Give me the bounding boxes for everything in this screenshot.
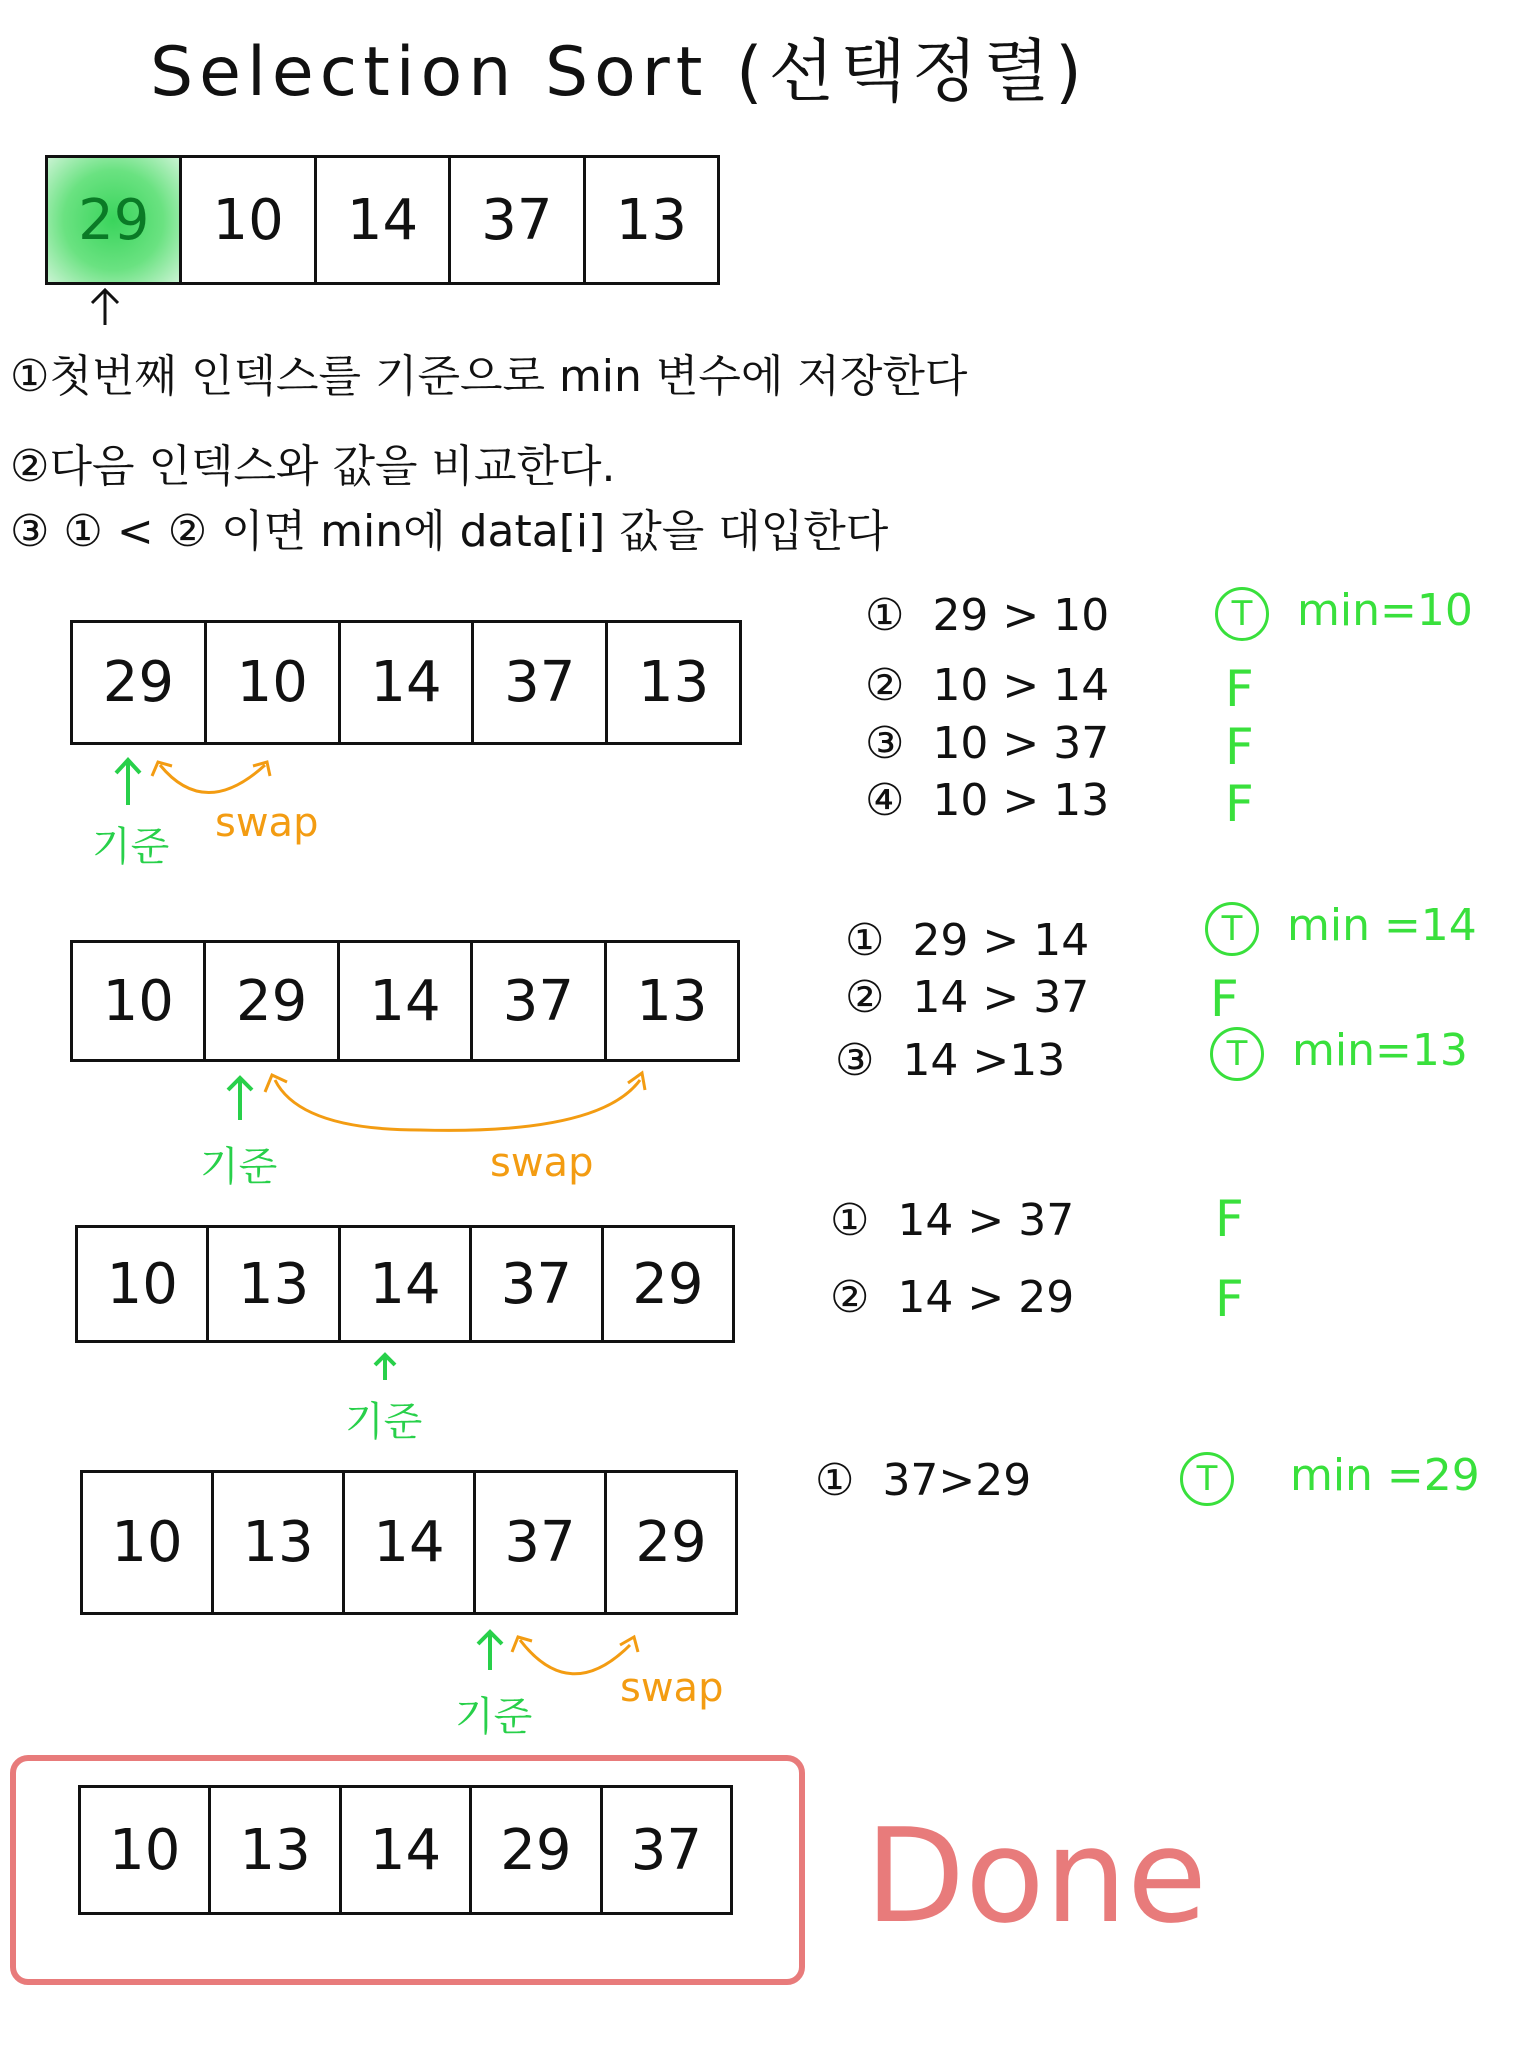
array-cell: 10 [182,158,316,282]
pointer-arrow [92,290,118,325]
array-cell: 37 [472,1228,603,1340]
result-false: F [1225,775,1254,833]
array-cell: 13 [615,187,687,253]
cmp-row: ③ 10 > 37 [865,718,1110,769]
page-title: Selection Sort (선택정렬) [150,33,1088,112]
array-cell: 13 [636,968,708,1034]
cmp-row: ② 14 > 37 [845,972,1090,1023]
array-cell: 14 [340,943,473,1059]
array-cell: 10 [73,943,206,1059]
result-true: T min =29 [1180,1450,1480,1506]
swap-arrow [265,1073,645,1130]
result-true: T min =14 [1205,900,1477,956]
step-1: ①첫번째 인덱스를 기준으로 min 변수에 저장한다 [10,351,968,402]
result-true: T min=10 [1215,585,1473,641]
pivot-arrow [228,1078,252,1120]
pivot-arrow [375,1355,395,1380]
cmp-row: ④ 10 > 13 [865,775,1110,826]
pivot-label: 기준 [345,1399,423,1445]
swap-label: swap [215,800,319,846]
swap-arrow [152,762,270,793]
cmp-row: ① 14 > 37 [830,1195,1075,1246]
cmp-row: ② 14 > 29 [830,1272,1075,1323]
array-cell: 29 [472,1788,602,1912]
array-cell: 13 [211,1788,341,1912]
array-cell: 13 [209,1228,340,1340]
array-cell: 14 [342,1788,472,1912]
array-cell: 37 [630,1817,702,1883]
array-cell: 13 [214,1473,345,1612]
result-false: F [1210,970,1239,1028]
pivot-arrow [478,1632,502,1670]
array-cell: 10 [78,1228,209,1340]
array-cell: 37 [473,943,606,1059]
step-3: ③ ① < ② 이면 min에 data[i] 값을 대입한다 [10,506,889,557]
pivot-label: 기준 [92,824,170,870]
array-cell: 10 [207,623,341,742]
cmp-row: ③ 14 >13 [835,1035,1066,1086]
pivot-label: 기준 [200,1144,278,1190]
result-false: F [1215,1270,1244,1328]
cmp-row: ① 29 > 14 [845,915,1090,966]
array-cell: 14 [317,158,451,282]
done-label: Done [865,1800,1208,1952]
array-cell: 37 [476,1473,607,1612]
cmp-row: ② 10 > 14 [865,660,1110,711]
array-cell: 29 [48,158,182,282]
array-cell: 10 [81,1788,211,1912]
array-cell: 14 [341,623,475,742]
array-cell: 14 [345,1473,476,1612]
step-2: ②다음 인덱스와 값을 비교한다. [10,441,616,492]
array-cell: 14 [341,1228,472,1340]
array-cell: 29 [632,1251,704,1317]
array-cell: 37 [451,158,585,282]
pivot-arrow [116,760,140,805]
result-false: F [1225,660,1254,718]
cmp-row: ① 29 > 10 [865,590,1110,641]
array-cell: 10 [83,1473,214,1612]
array-cell: 13 [637,650,710,715]
array-cell: 29 [73,623,207,742]
array-cell: 29 [635,1510,707,1575]
array-cell: 29 [206,943,339,1059]
result-false: F [1225,718,1254,776]
swap-label: swap [490,1140,594,1186]
swap-label: swap [620,1665,724,1711]
array-cell: 37 [474,623,608,742]
result-false: F [1215,1190,1244,1248]
result-true: T min=13 [1210,1025,1468,1081]
pivot-label: 기준 [455,1694,533,1740]
swap-arrow [512,1637,638,1674]
cmp-row: ① 37>29 [815,1455,1032,1506]
